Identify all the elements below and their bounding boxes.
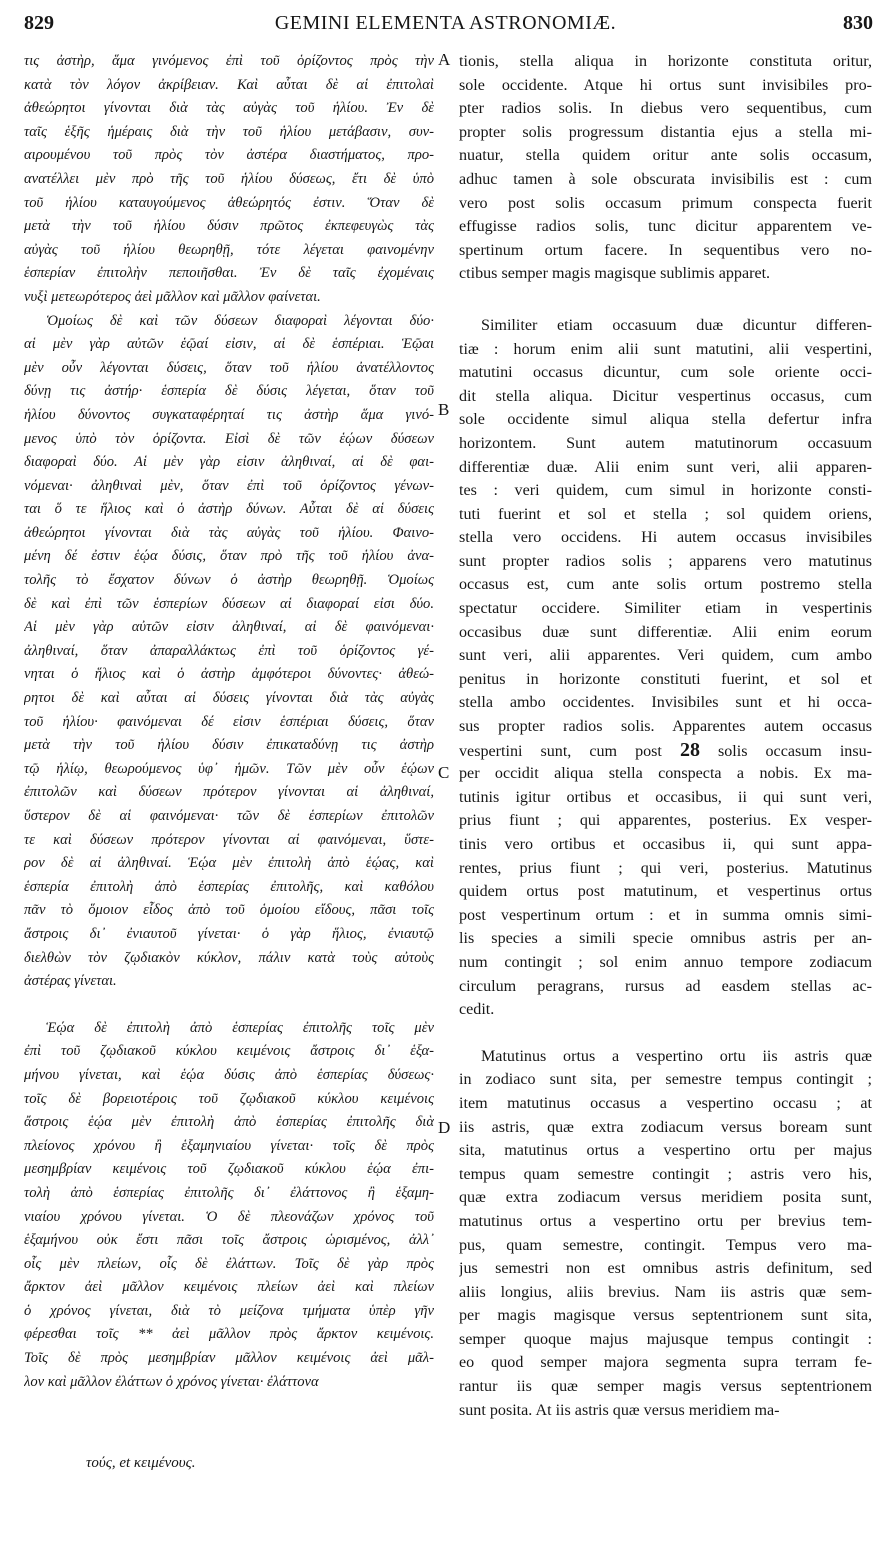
latin-text-line: tionis, stella aliqua in horizonte constituta oritur,	[459, 53, 872, 70]
greek-text-line: τῷ ἡλίῳ, θεωρούμενος ὑφ᾽ ἡμῶν. Τῶν μὲν οὖν ἑῴων	[24, 760, 434, 777]
latin-text-line: item matutinus occasus a vespertino occasu ; at	[459, 1094, 872, 1112]
greek-text-line: Τοῖς δὲ πρὸς μεσημβρίαν μᾶλλον κειμένοις ἀεὶ μᾶλ-	[24, 1350, 434, 1367]
latin-text-fragment: solis occasum insu-	[717, 742, 872, 760]
latin-text-line: occasus est, cum ante solis ortum postremo stella	[459, 576, 872, 594]
page-title: GEMINI ELEMENTA ASTRONOMIÆ.	[274, 12, 617, 34]
latin-text-line: lis species a simili specie omnibus astris per an-	[459, 930, 872, 948]
latin-text-line: sunt propter radios solis ; apparens vero matutinus	[459, 552, 872, 570]
latin-text-line: pus, quam semestre, contingit. Tempus vero ma-	[459, 1236, 872, 1254]
greek-text-line: ται ὅ τε ἥλιος καὶ ὁ ἀστὴρ δύνων. Αὗται δὲ αἱ δύσεις	[24, 501, 434, 518]
greek-text-line: πλείονος χρόνου ἢ ἑξαμηνιαίου γίνεται· τοῖς δὲ πρὸς	[24, 1137, 434, 1154]
latin-text-line: in zodiaco sunt sita, per semestre tempus contingit ;	[459, 1071, 872, 1089]
right-page-number: 830	[843, 12, 873, 34]
latin-text-line: penitus in horizonte constituti fuerint, et sol et	[459, 670, 872, 688]
greek-text-line: πᾶν τὸ ὅμοιον εἶδος ἀπὸ τοῦ ὁμοίου εἴδους, πᾶσι τοῖς	[24, 902, 434, 919]
greek-text-line: ταῖς ἑξῆς ἡμέραις διὰ τὴν τοῦ ἡλίου μετάβασιν, συν-	[24, 123, 434, 140]
greek-text-line: ἑξαμήνου οὐκ ἔστι πᾶσι τοῖς ἄστροις ὡρισμένος, ἀλλ᾽	[24, 1232, 434, 1249]
latin-text-line: rantur iis quæ semper magis versus septentrionem	[459, 1378, 872, 1396]
greek-text-line: ἐπὶ τοῦ ζῳδιακοῦ κύκλου κειμένοις ἄστροις δι᾽ ἑξα-	[24, 1043, 434, 1060]
latin-text-line: stella vero occidens. Hi autem occasus invisibiles	[459, 529, 872, 547]
latin-text-line: eo quod semper majora segmenta supra terram fe-	[459, 1354, 872, 1372]
latin-text-line: sole occidente. Atque hi ortus sunt invisibiles pro-	[459, 76, 872, 94]
greek-text-line: μετὰ τὴν τοῦ ἡλίου δύσιν ἐπικαταδύνῃ τις ἀστὴρ	[24, 737, 434, 754]
greek-text-line: νυξὶ μετεωρότερος ἀεὶ μᾶλλον καὶ μᾶλλον φαίνεται.	[24, 288, 321, 305]
greek-text-line: ἀθεώρητοι γίνονται διὰ τὰς αὐγὰς τοῦ ἡλίου. Φαινο-	[24, 524, 434, 541]
greek-text-line: αὐγὰς τοῦ ἡλίου θεωρηθῇ, τότε λέγεται φαινομένην	[24, 241, 434, 258]
latin-text-line: horizontem. Sunt autem matutinorum occasuum	[459, 434, 872, 452]
latin-text-fragment: vespertini sunt, cum post	[459, 742, 662, 760]
greek-column	[24, 50, 434, 1394]
greek-text-line: δύνῃ τις ἀστήρ· ἑσπερία δὲ δύσις λέγεται, ὅταν τοῦ	[24, 383, 434, 400]
greek-text-line: Ἑῴα δὲ ἐπιτολὴ ἀπὸ ἑσπερίας ἐπιτολῆς τοῖς μὲν	[46, 1019, 434, 1036]
latin-text-line: iis astris, quæ extra zodiacum versus boream sunt	[459, 1118, 872, 1136]
latin-text-line: pter radios solis. In diebus vero sequentibus, cum	[459, 100, 872, 118]
greek-text-line: νηται ὁ ἥλιος καὶ ὁ ἀστὴρ ἀμφότεροι δύνοντες· ἀθεώ-	[24, 666, 434, 683]
greek-text-line: αιρουμένου τοῦ πρὸς τὸν ἀστέρα διαστήματος, προ-	[24, 147, 434, 164]
greek-text-line: τοῦ ἡλίου καταυγούμενος ἀθεώρητός ἐστιν. Ὅταν δὲ	[24, 194, 434, 211]
greek-text-line: μετὰ τὴν τοῦ ἡλίου δύσιν πρῶτος ἐκπεφευγὼς τὰς	[24, 218, 434, 235]
latin-text-line: sus propter radios solis. Apparentes autem occasus	[459, 718, 872, 736]
greek-text-line: Ὁμοίως δὲ καὶ τῶν δύσεων διαφοραὶ λέγονται δύο·	[46, 312, 434, 329]
greek-text-line: δὲ καὶ ἐπὶ τῶν ἑσπερίων δύσεων αἱ διαφοραί εἰσι δύο.	[24, 595, 434, 612]
latin-text-line: spectatur occidere. Similiter etiam in vespertinis	[459, 600, 872, 618]
greek-text-line: ἡλίου δύνοντος συγκαταφέρηταί τις ἀστὴρ ἅμα γινό-	[24, 406, 434, 423]
greek-text-line: ἑσπερίαν ἐπιτολὴν πεποιῆσθαι. Ἐν δὲ ταῖς ἐχομέναις	[24, 265, 434, 282]
latin-text-line: sita, matutinus ortus a vespertino ortu per majus	[459, 1142, 872, 1160]
greek-text-line: ἄρκτον ἀεὶ μᾶλλον κειμένοις πλείων ἀεὶ καὶ πλείων	[24, 1279, 434, 1296]
greek-text-line: διελθὼν τὸν ζῳδιακὸν κύκλον, πάλιν κατὰ τοὺς αὐτοὺς	[24, 949, 434, 966]
latin-text-line: quæ extra zodiacum versus meridiem posita sunt,	[459, 1189, 872, 1207]
latin-text-line: matutinus ortus a vespertino ortu per brevius tem-	[459, 1212, 872, 1230]
greek-text-line: λον καὶ μᾶλλον ἐλάττων ὁ χρόνος γίνεται· ἐλάττονα	[24, 1373, 319, 1390]
latin-text-line: semper quoque majus majusque tempus contingit :	[459, 1330, 872, 1348]
latin-text-line: differentiæ duæ. Alii enim sunt veri, alii apparen-	[459, 458, 872, 476]
greek-text-line: τολῆς τὸ ἔσχατον δύνων ὁ ἀστὴρ θεωρηθῇ. Ὁμοίως	[24, 572, 434, 589]
latin-text-line: per occidit aliqua stella conspecta a nobis. Ex ma-	[459, 765, 872, 783]
latin-text-line: tiæ : horum enim alii sunt matutini, alii vespertini,	[459, 340, 872, 358]
latin-text-line: aliis longius, aliis brevius. Nam iis astris quæ sem-	[459, 1283, 872, 1301]
paragraph-gap	[459, 1022, 872, 1045]
latin-text-line: tempus quam semestre contingit ; astris vero his,	[459, 1165, 872, 1183]
inline-number: 28	[679, 738, 700, 761]
greek-text-line: ὕστερον δὲ αἱ φαινόμεναι· τῶν δὲ ἑσπερίων ἐπιτολῶν	[24, 808, 434, 824]
greek-text-line: μήνου γίνεται, καὶ ἑῴα δύσις ἀπὸ ἑσπερίας δύσεως·	[24, 1066, 434, 1083]
paragraph-gap	[24, 994, 434, 1017]
greek-text-line: Αἱ μὲν γὰρ αὐτῶν εἰσιν ἀληθιναί, αἱ δὲ φαινόμεναι·	[24, 619, 434, 636]
latin-text-line: num contingit ; sol enim annuo tempore zodiacum	[459, 953, 872, 971]
latin-text-line: effugisse radios solis, tunc dicitur apparentem ve-	[459, 218, 872, 236]
greek-text-line: ανατέλλει μὲν πρὸ τῆς τοῦ ἡλίου δύσεως, ἔτι δὲ ὑπὸ	[24, 170, 434, 187]
greek-text-line: οἷς μὲν πλείων, οἷς δὲ ἐλάττων. Τοῖς δὲ γὰρ πρὸς	[24, 1255, 434, 1272]
latin-text-line	[459, 739, 872, 763]
latin-text-line: ctibus semper magis magisque sublimis apparet.	[459, 265, 771, 283]
margin-letter-c: C	[438, 763, 450, 782]
footnote: τούς, et κειμένους.	[86, 1455, 196, 1471]
greek-text-line: αἱ μὲν γὰρ αὐτῶν ἑῷαί εἰσιν, αἱ δὲ ἑσπέριαι. Ἑῷαι	[24, 336, 434, 353]
margin-letter-d: D	[438, 1118, 451, 1137]
greek-text-line: διαφοραὶ δύο. Αἱ μὲν γὰρ εἰσιν ἀληθιναί, αἱ δὲ φαι-	[24, 454, 434, 471]
greek-text-line: νιαίου χρόνου γίνεται. Ὁ δὲ πλεονάζων χρόνος τοῦ	[24, 1208, 434, 1225]
margin-letter-a: A	[438, 50, 451, 69]
latin-text-line: sole occidente simul aliqua stella defertur infra	[459, 411, 872, 429]
greek-text-line: τοῖς δὲ βορειοτέροις τοῦ ζῳδιακοῦ κύκλου κειμένοις	[24, 1090, 434, 1107]
greek-text-line: τε καὶ δύσεων πρότερον γίνονται αἱ φαινόμεναι, ὕστε-	[24, 831, 434, 848]
greek-text-line: μεσημβρίαν κειμένοις τοῦ ζῳδιακοῦ κύκλου ἑῴα ἐπι-	[24, 1161, 434, 1178]
paragraph-gap	[459, 286, 872, 314]
latin-text-line: nuatur, stella quidem oritur ante solis occasum,	[459, 147, 872, 165]
greek-text-line: μὲν οὖν λέγονται δύσεις, ὅταν τοῦ ἡλίου ἀνατέλλοντος	[24, 359, 434, 376]
greek-text-line: τις ἀστὴρ, ἅμα γινόμενος ἐπὶ τοῦ ὁρίζοντος πρὸς τὴν	[24, 53, 434, 69]
latin-text-line: matutini occasus dicuntur, cum sole oriente occi-	[459, 364, 872, 382]
greek-text-line: μενος ὑπὸ τὸν ὁρίζοντα. Εἰσὶ δὲ τῶν ἑῴων δύσεων	[24, 430, 434, 447]
latin-text-line: dit stella aliqua. Dicitur vespertinus occasus, cum	[459, 387, 872, 405]
greek-text-line: τοῦ ἡλίου· φαινόμεναι δέ εἰσιν ἑσπέριαι δύσεις, ὅταν	[24, 713, 434, 730]
greek-text-line: ἄστροις ἑῴα μὲν ἐπιτολὴ ἀπὸ ἑσπερίας ἐπιτολῆς διὰ	[24, 1114, 434, 1131]
latin-text-line: jus semestri non est omnibus astris definitum, sed	[459, 1260, 872, 1278]
latin-text-line: quidem ortus post matutinum, et vespertinus ortus	[459, 883, 872, 901]
latin-text-line: post vespertinum ortum : et in summa omnis simi-	[459, 906, 872, 924]
latin-text-line: adhuc tamen à sole obscurata invisibilis est : cum	[459, 170, 872, 188]
greek-text-line: ἀληθιναί, ὅταν ἀπαραλλάκτως ἐπὶ τοῦ ὁρίζοντος γέ-	[24, 642, 434, 659]
margin-letter-b: B	[438, 400, 450, 419]
greek-text-line: ἀστέρας γίνεται.	[24, 973, 117, 990]
latin-text-line: rentes, prius fiunt ; qui veri, posterius. Matutinus	[459, 859, 872, 877]
latin-text-line: prius fiunt ; qui apparentes, posterius. Ex vesper-	[459, 812, 872, 830]
greek-text-line: ρητοι δὲ καὶ αὗται αἱ δύσεις γίνονται διὰ τὰς αὐγὰς	[24, 690, 434, 707]
latin-text-line: Matutinus ortus a vespertino ortu iis astris quæ	[481, 1047, 872, 1065]
latin-text-line: stella ambo occidentes. Invisibiles sunt et hi occa-	[459, 694, 872, 712]
latin-text-line: propter solis progressum distantia ejus a stella mi-	[459, 123, 872, 141]
latin-text-line: cedit.	[459, 1001, 495, 1019]
greek-text-line: ἄστροις δι᾽ ἐνιαυτοῦ γίνεται· ὁ γὰρ ἥλιος, ἐνιαυτῷ	[24, 925, 434, 942]
latin-text-line: tuti fuerint et sol et stella ; sol quidem oriens,	[459, 505, 872, 523]
greek-text-line: ἀθεώρητοι γίνονται διὰ τὰς αὐγὰς τοῦ ἡλίου. Ἐν δὲ	[24, 100, 434, 117]
greek-text-line: κατὰ τὸν λόγον ἀκρίβειαν. Καὶ αὗται δὲ αἱ ἐπιτολαὶ	[24, 76, 434, 93]
latin-text-line: vero post solis occasum primum conspecta fuerit	[459, 194, 872, 212]
latin-text-line: spertinum ortum facere. In sequentibus vero no-	[459, 241, 872, 259]
latin-text-line: occasibus duæ sunt differentiæ. Alii enim eorum	[459, 623, 872, 641]
greek-text-line: ἑσπερία ἐπιτολὴ ἀπὸ ἑσπερίας ἐπιτολῆς, καὶ καθόλου	[24, 878, 434, 895]
greek-text-line: νόμεναι· ἀληθιναὶ μὲν, ὅταν ἐπὶ τοῦ ὁρίζοντος γένων-	[24, 477, 434, 494]
latin-text-line: Similiter etiam occasuum duæ dicuntur differen-	[481, 316, 872, 334]
latin-text-line: per magis magisque versus septentrionem sunt sita,	[459, 1307, 872, 1325]
greek-text-line: μένη δέ ἐστιν ἑῴα δύσις, ὅταν πρὸ τῆς τοῦ ἡλίου ἀνα-	[24, 548, 434, 565]
left-page-number: 829	[24, 12, 54, 34]
latin-text-line: tes : veri quidem, cum simul in horizonte consti-	[459, 482, 872, 500]
latin-text-line: sunt posita. At iis astris quæ versus meridiem ma-	[459, 1401, 780, 1419]
greek-text-line: ὁ χρόνος γίνεται, διὰ τὸ μείζονα τμήματα ὑπὲρ γῆν	[24, 1302, 434, 1319]
running-header	[0, 12, 891, 44]
greek-text-line: ρον δὲ αἱ ἀληθιναί. Ἑῴα μὲν ἐπιτολὴ ἀπὸ ἑῴας, καὶ	[24, 855, 434, 872]
latin-text-line: sunt veri, alii apparentes. Veri quidem, cum ambo	[459, 647, 872, 665]
latin-text-line: circulum peragrans, rursus ad easdem stellas ac-	[459, 977, 872, 995]
greek-text-line: φέρεσθαι τοῖς ** ἀεὶ μᾶλλον πρὸς ἄρκτον κειμένοις.	[24, 1326, 434, 1343]
latin-text-line: tutinis igitur ortibus et occasibus, ii qui sunt veri,	[459, 788, 872, 806]
greek-text-line: τολὴ ἀπὸ ἑσπερίας ἐπιτολῆς δι᾽ ἐλάττονος ἢ ἑξαμη-	[24, 1184, 434, 1201]
latin-text-line: tinis vero ortibus et occasibus ii, qui sunt appa-	[459, 836, 872, 853]
latin-column	[459, 50, 872, 1422]
greek-text-line: ἐπιτολῶν καὶ δύσεων πρότερον γίνονται αἱ ἀληθιναί,	[24, 784, 434, 801]
